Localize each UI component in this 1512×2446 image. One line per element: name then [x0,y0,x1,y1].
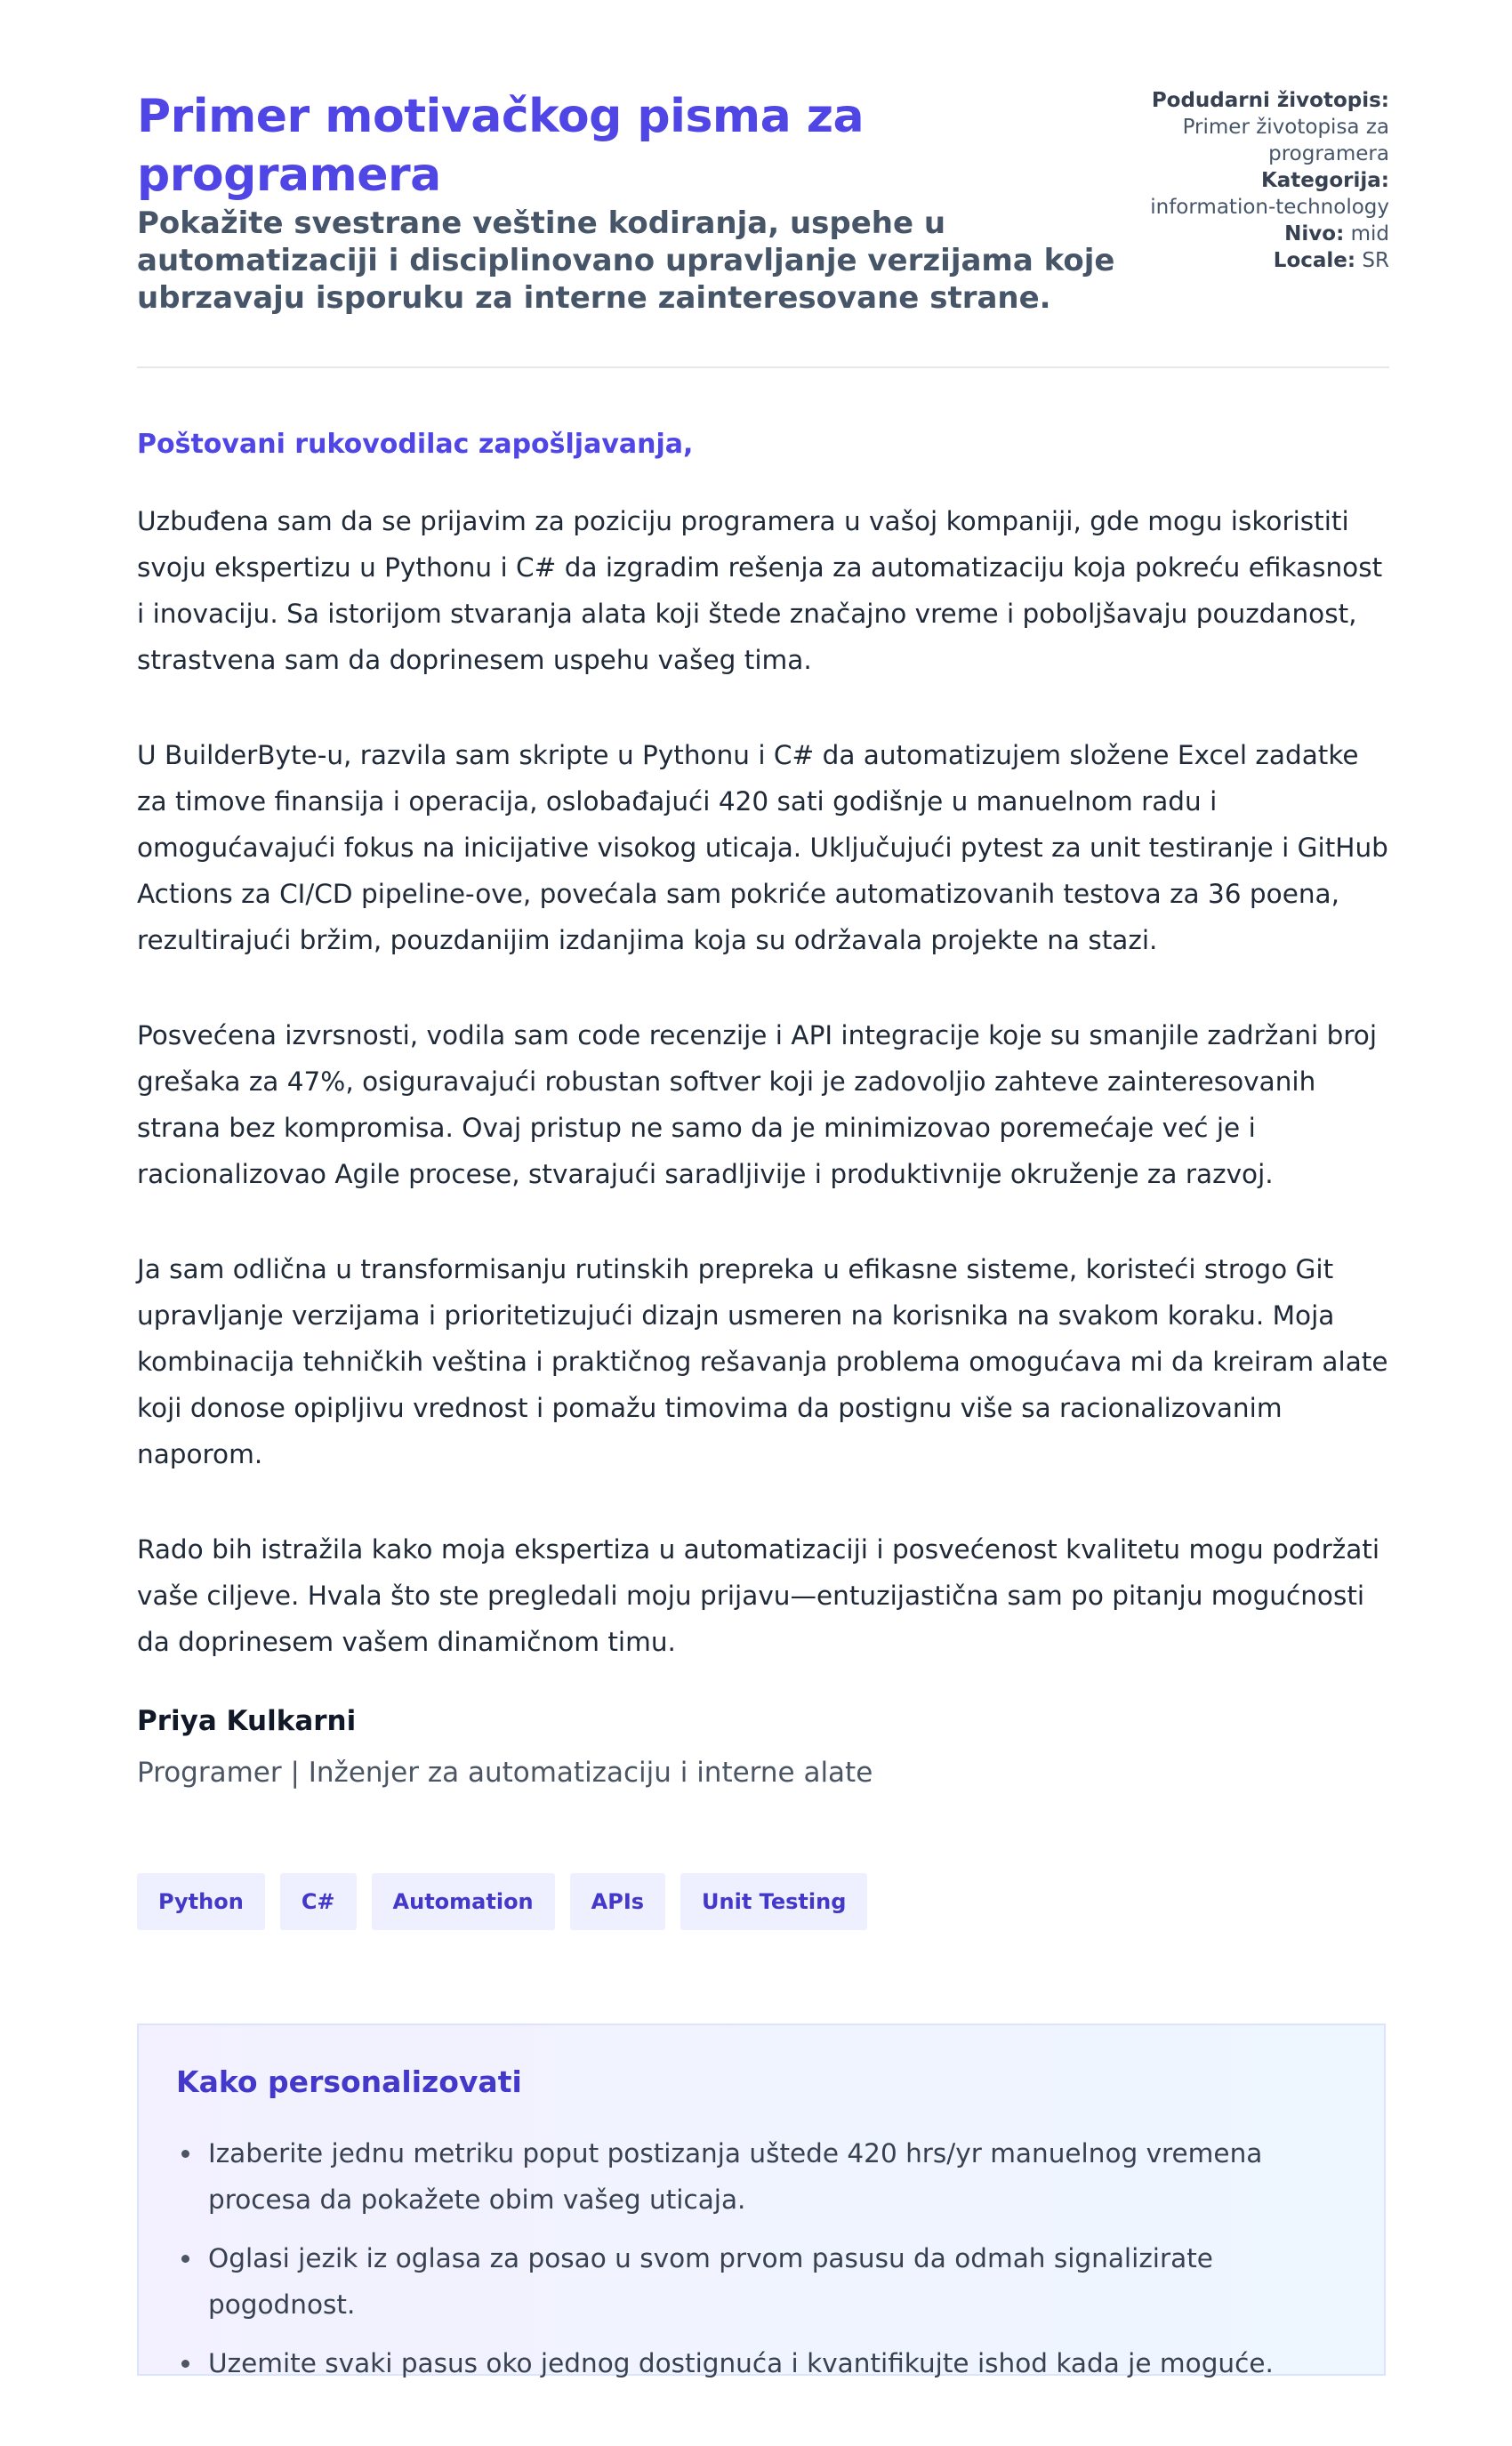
tip-item: Oglasi jezik iz oglasa za posao u svom prvom pasusu da odmah signalizirate pogodnost. [176,2235,1350,2328]
cover-letter-page [137,0,1389,2378]
tips-list [176,2130,1350,2399]
meta-category [1122,167,1389,221]
tip-item: Izaberite jednu metriku poput postizanja uštede 420 hrs/yr manuelnog vremena procesa da pokažete obim vašeg uticaja. [176,2130,1350,2223]
tip-item: Uzemite svaki pasus oko jednog dostignuća i kvantifikujte ishod kada je moguće. [176,2340,1350,2386]
meta-category-value: information-technology [1150,196,1389,219]
skill-tags [137,1873,867,1930]
meta-level-value: mid [1350,222,1389,245]
document-header [137,0,1389,368]
letter-paragraph: Posvećena izvrsnosti, vodila sam code recenzije i API integracije koje su smanjile zadržani broj grešaka za 47%, osiguravajući robustan softver koji je zadovoljio zahteve zainteresovanih strana bez kompromisa. Ovaj pristup ne samo da je minimizovao poremećaje već je i racionalizovao Agile procese, stvarajući saradljivije i produktivnije okruženje za razvoj. [137,1020,1378,1189]
letter-paragraph: Uzbuđena sam da se prijavim za poziciju programera u vašoj kompaniji, gde mogu iskoristiti svoju ekspertizu u Pythonu i C# da izgradim rešenja za automatizaciju koja pokreću efikasnost i inovaciju. Sa istorijom stvaranja alata koji štede značajno vreme i poboljšavaju pouzdanost, strastvena sam da doprinesem uspehu vašeg tima. [137,506,1383,675]
meta-locale [1122,247,1389,274]
skill-tag[interactable]: Unit Testing [680,1873,867,1930]
meta-resume-label: Podudarni životopis: [1151,89,1389,112]
meta-locale-value: SR [1362,249,1389,272]
skill-tag[interactable]: APIs [570,1873,665,1930]
skill-tag[interactable]: Automation [372,1873,555,1930]
personalization-tips-box [137,2024,1386,2376]
letter-paragraph: Ja sam odlična u transformisanju rutinskih prepreka u efikasne sisteme, koristeći strogo Git upravljanje verzijama i prioritetizujući dizajn usmeren na korisnika na svakom koraku. Moja kombinacija tehničkih veština i praktičnog rešavanja problema omogućava mi da kreiram alate koji donose opipljivu vrednost i pomažu timovima da postignu više sa racionalizovanim naporom. [137,1254,1388,1469]
skill-tag[interactable]: C# [280,1873,357,1930]
metadata-panel [1122,87,1389,274]
meta-resume-link[interactable]: Primer životopisa za programera [1182,116,1389,165]
page-title: Primer motivačkog pisma za programera [137,90,865,202]
meta-category-label: Kategorija: [1260,169,1389,192]
title-block [137,87,1133,317]
meta-resume [1122,87,1389,167]
letter-paragraph: U BuilderByte-u, razvila sam skripte u Pythonu i C# da automatizujem složene Excel zadatke za timove finansija i operacija, oslobađajući 420 sati godišnje u manuelnom radu i omogućavajući fokus na inicijative visokog uticaja. Uključujući pytest za unit testiranje i GitHub Actions za CI/CD pipeline-ove, povećala sam pokriće automatizovanih testova za 36 poena, rezultirajući bržim, pouzdanijim izdanjima koja su održavala projekte na stazi. [137,740,1388,955]
meta-level-label: Nivo: [1284,222,1345,245]
signature-block [137,1702,873,1791]
tips-title: Kako personalizovati [176,2064,522,2099]
letter-body [137,498,1389,1714]
letter-paragraph: Rado bih istražila kako moja ekspertiza u automatizaciji i posvećenost kvalitetu mogu podržati vaše ciljeve. Hvala što ste pregledali moju prijavu—entuzijastična sam po pitanju mogućnosti da doprinesem vašem dinamičnom timu. [137,1534,1380,1657]
page-subtitle: Pokažite svestrane veštine kodiranja, uspehe u automatizaciji i disciplinovano upravljanje verzijama koje ubrzavaju isporuku za interne zainteresovane strane. [137,205,1115,316]
signature-name: Priya Kulkarni [137,1705,357,1737]
signature-role: Programer | Inženjer za automatizaciju i interne alate [137,1757,873,1789]
meta-level [1122,221,1389,247]
meta-locale-label: Locale: [1273,249,1356,272]
skill-tag[interactable]: Python [137,1873,265,1930]
letter-greeting: Poštovani rukovodilac zapošljavanja, [137,429,694,460]
